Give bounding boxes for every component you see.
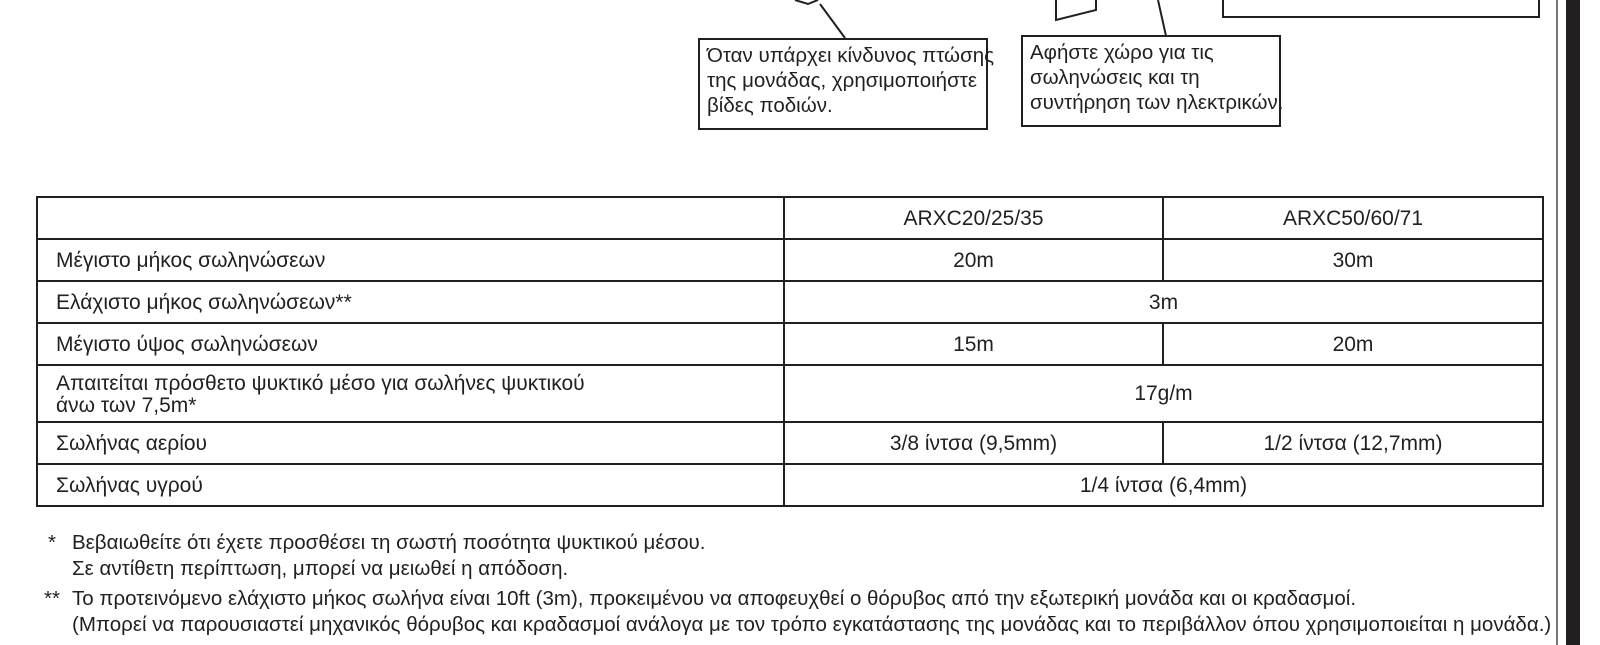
callout-line: Όταν υπάρχει κίνδυνος πτώσης [707, 44, 994, 67]
table-row [37, 281, 1543, 323]
callout-line: βίδες ποδιών. [707, 94, 833, 117]
callout-line: σωληνώσεις και τη [1030, 66, 1200, 89]
row-label-line: άνω των 7,5m* [56, 393, 197, 417]
table-row [37, 422, 1543, 464]
header-model-large: ARXC50/60/71 [1163, 197, 1543, 239]
callout-line: της μονάδας, χρησιμοποιήστε [707, 69, 977, 92]
row-value: 20m [1163, 323, 1543, 365]
leader-line-service-space [1158, 0, 1166, 36]
page-edge-line [1556, 0, 1558, 645]
footnotes [38, 530, 1551, 642]
panel-fragment [1056, 0, 1096, 20]
row-value: 1/2 ίντσα (12,7mm) [1163, 422, 1543, 464]
row-label: Ελάχιστο μήκος σωληνώσεων** [37, 281, 784, 323]
row-label: Σωλήνας υγρού [37, 464, 784, 506]
row-value-spanned: 17g/m [784, 365, 1543, 422]
table-row [37, 365, 1543, 422]
footnote-line: (Μπορεί να παρουσιαστεί μηχανικός θόρυβος και κραδασμοί ανάλογα με τον τρόπο εγκατάστασης της μονάδας και το περιβάλλον όπου χρησιμοποιείται η μονάδα.) [72, 613, 1552, 636]
leader-line-leg-bolts [820, 4, 845, 38]
row-value: 3/8 ίντσα (9,5mm) [784, 422, 1163, 464]
row-value: 15m [784, 323, 1163, 365]
row-label [37, 365, 784, 422]
row-value: 30m [1163, 239, 1543, 281]
callout-leg-bolts [698, 38, 994, 130]
unit-corner-fragment [795, 0, 818, 4]
row-label: Μέγιστο μήκος σωληνώσεων [37, 239, 784, 281]
footnote-line: Το προτεινόμενο ελάχιστο μήκος σωλήνα είναι 10ft (3m), προκειμένου να αποφευχθεί ο θόρυβος από την εξωτερική μονάδα και οι κραδασμοί. [72, 587, 1357, 610]
footnote-mark: ** [44, 587, 60, 610]
top-box-fragment [1222, 0, 1540, 18]
row-value-spanned: 3m [784, 281, 1543, 323]
row-value-spanned: 1/4 ίντσα (6,4mm) [784, 464, 1543, 506]
piping-spec-table [36, 196, 1544, 507]
footnote-double-asterisk [38, 586, 1551, 638]
table-header-row [37, 197, 1543, 239]
header-empty-cell [37, 197, 784, 239]
header-model-small: ARXC20/25/35 [784, 197, 1163, 239]
callout-line: Αφήστε χώρο για τις [1030, 41, 1214, 64]
row-value: 20m [784, 239, 1163, 281]
footnote-mark: * [48, 531, 56, 554]
row-label: Μέγιστο ύψος σωληνώσεων [37, 323, 784, 365]
footnote-single-asterisk [38, 530, 1551, 582]
row-label-line: Απαιτείται πρόσθετο ψυκτικό μέσο για σωλήνες ψυκτικού [56, 371, 585, 395]
callout-service-space [1021, 35, 1284, 127]
callout-line: συντήρηση των ηλεκτρικών. [1030, 91, 1284, 114]
page-edge-bar [1566, 0, 1580, 645]
footnote-line: Βεβαιωθείτε ότι έχετε προσθέσει τη σωστή ποσότητα ψυκτικού μέσου. [72, 531, 706, 554]
table-row [37, 323, 1543, 365]
table-row [37, 464, 1543, 506]
table-row [37, 239, 1543, 281]
row-label: Σωλήνας αερίου [37, 422, 784, 464]
footnote-line: Σε αντίθετη περίπτωση, μπορεί να μειωθεί η απόδοση. [72, 557, 569, 580]
